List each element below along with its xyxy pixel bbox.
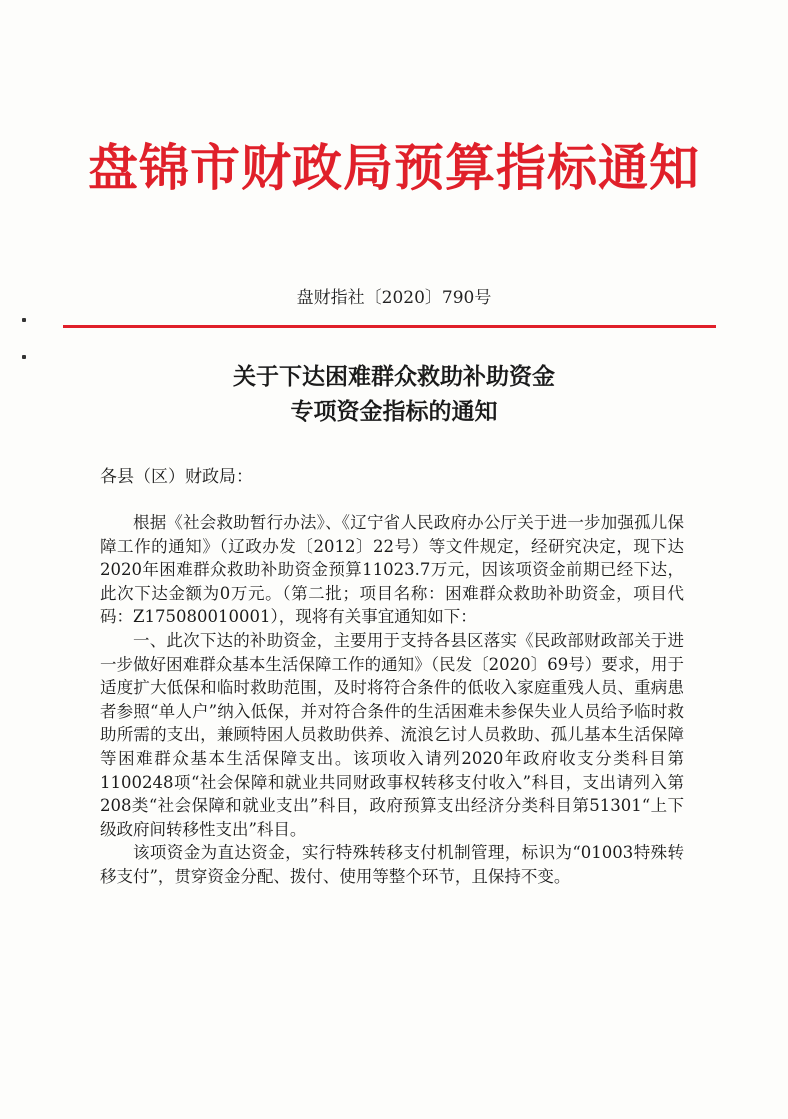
header-title: 盘锦市财政局预算指标通知 <box>88 139 700 197</box>
notice-title-line2: 专项资金指标的通知 <box>290 399 498 425</box>
salutation: 各县（区）财政局： <box>100 467 253 487</box>
paragraph: 一、此次下达的补助资金，主要用于支持各县区落实《民政部财政部关于进一步做好困难群众基本生活保障工作的通知》（民发〔2020〕69号）要求，用于适度扩大低保和临时救助范围，及时将符合条件的低收入家庭重残人员、重病患者参照“单人户”纳入低保，并对符合条件的生活困难未参保失业人员给予临时救助所需的支出，兼顾特困人员救助供养、流浪乞讨人员救助、孤儿基本生活保障等困难群众基本生活保障支出。该项收入请列2020年政府收支分类科目第1100248项“社会保障和就业共同财政事权转移支付收入”科目，支出请列入第208类“社会保障和就业支出”科目，政府预算支出经济分类科目第51301“上下级政府间转移性支出”科目。 <box>100 630 684 839</box>
document-number: 盘财指社〔2020〕790号 <box>296 288 492 308</box>
body-text <box>100 511 684 889</box>
red-divider <box>63 325 716 328</box>
notice-title-line1: 关于下达困难群众救助补助资金 <box>233 364 555 390</box>
paragraph: 根据《社会救助暂行办法》、《辽宁省人民政府办公厅关于进一步加强孤儿保障工作的通知》（辽政办发〔2012〕22号）等文件规定，经研究决定，现下达2020年困难群众救助补助资金预算11023.7万元，因该项资金前期已经下达，此次下达金额为0万元。（第二批；项目名称：困难群众救助补助资金，项目代码：Z175080010001），现将有关事宜通知如下： <box>100 513 684 627</box>
scan-mark <box>22 318 26 322</box>
notice-title <box>0 360 788 430</box>
scan-mark <box>22 355 26 359</box>
paragraph: 该项资金为直达资金，实行特殊转移支付机制管理，标识为“01003特殊转移支付”，贯穿资金分配、拨付、使用等整个环节，且保持不变。 <box>100 843 684 886</box>
